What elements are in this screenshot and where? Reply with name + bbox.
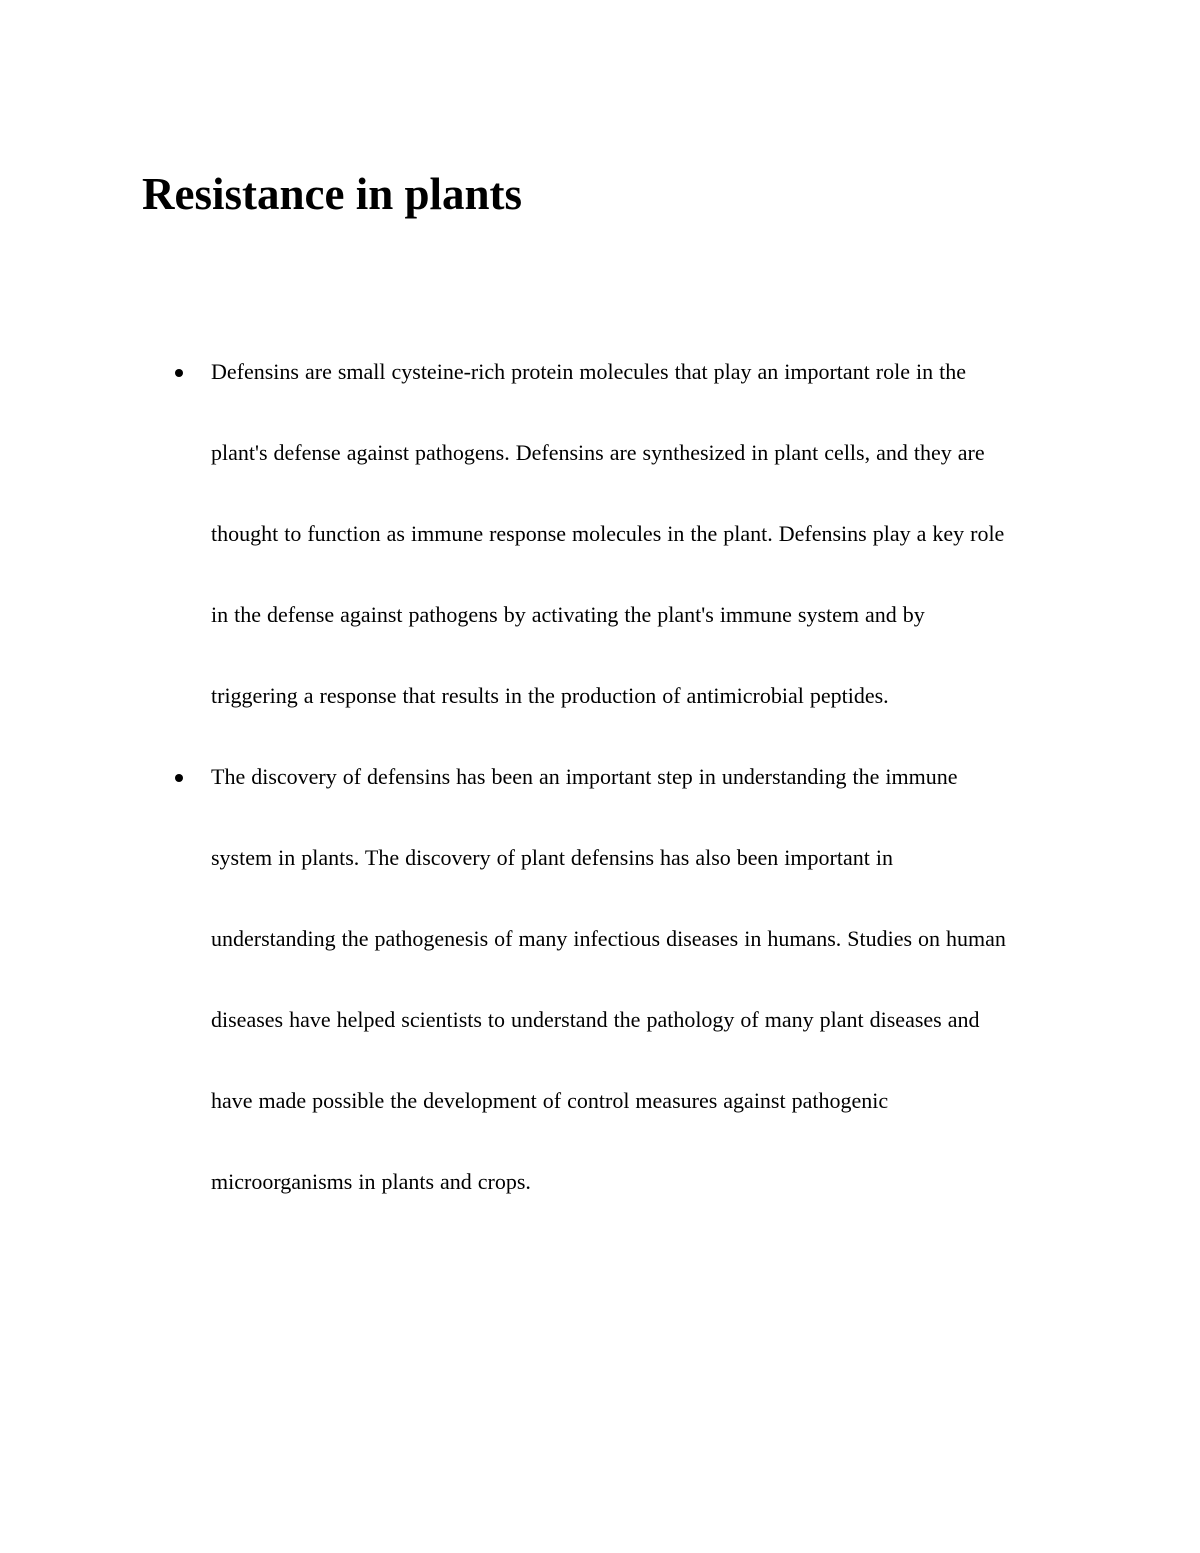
bullet-icon [175, 774, 183, 782]
paragraph-line: have made possible the development of control measures against pathogenic [211, 1088, 889, 1113]
page-title: Resistance in plants [142, 169, 523, 219]
bullet-icon [175, 369, 183, 377]
paragraph-line: system in plants. The discovery of plant defensins has also been important in [211, 845, 893, 870]
paragraph-line: thought to function as immune response molecules in the plant. Defensins play a key role [211, 521, 1005, 546]
paragraph-line: understanding the pathogenesis of many infectious diseases in humans. Studies on human [211, 926, 1006, 951]
paragraph-line: diseases have helped scientists to understand the pathology of many plant diseases and [211, 1007, 980, 1032]
paragraph-line: Defensins are small cysteine-rich protein molecules that play an important role in the [211, 359, 966, 384]
paragraph-line: microorganisms in plants and crops. [211, 1169, 531, 1194]
paragraph-line: plant's defense against pathogens. Defensins are synthesized in plant cells, and they are [211, 440, 985, 465]
paragraph-line: in the defense against pathogens by activating the plant's immune system and by [211, 602, 925, 627]
paragraph-line: triggering a response that results in the production of antimicrobial peptides. [211, 683, 889, 708]
paragraph-line: The discovery of defensins has been an important step in understanding the immune [211, 764, 958, 789]
